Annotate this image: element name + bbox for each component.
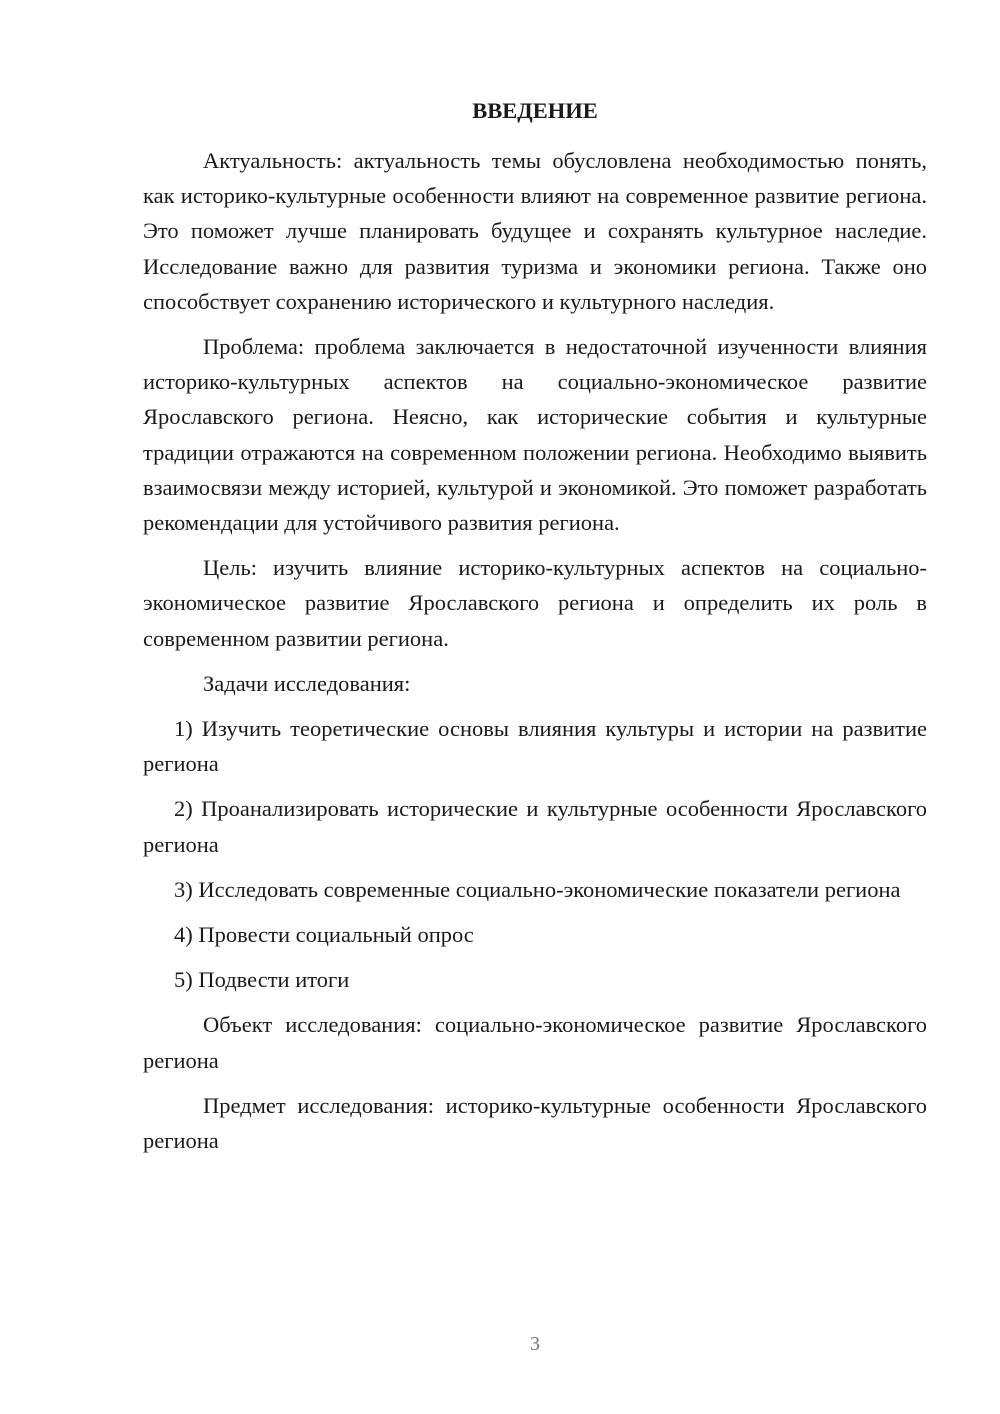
tasks-list — [143, 711, 927, 997]
list-item: 2) Проанализировать исторические и культурные особенности Ярославского региона — [143, 796, 927, 857]
tasks-heading: Задачи исследования: — [203, 670, 411, 696]
problem-paragraph: Проблема: проблема заключается в недостаточной изученности влияния историко-культурных аспектов на социально-экономическое развитие Ярославского региона. Неясно, как исторические события и культурные традиции отражаются на современном положении региона. Необходимо выявить взаимосвязи между историей, культурой и экономикой. Это поможет разработать рекомендации для устойчивого развития региона. — [143, 334, 927, 536]
list-item: 1) Изучить теоретические основы влияния культуры и истории на развитие региона — [143, 716, 927, 777]
goal-paragraph: Цель: изучить влияние историко-культурных аспектов на социально-экономическое развитие Ярославского региона и определить их роль в современном развитии региона. — [143, 555, 927, 651]
page-heading: ВВЕДЕНИЕ — [472, 98, 598, 123]
subject-paragraph: Предмет исследования: историко-культурные особенности Ярославского региона — [143, 1092, 927, 1154]
page-number: 3 — [530, 1333, 540, 1355]
list-item: 5) Подвести итоги — [174, 967, 350, 993]
object-paragraph: Объект исследования: социально-экономическое развитие Ярославского региона — [143, 1012, 927, 1073]
list-item: 3) Исследовать современные социально-экономические показатели региона — [174, 876, 901, 902]
relevance-paragraph: Актуальность: актуальность темы обусловлена необходимостью понять, как историко-культурные особенности влияют на современное развитие региона. Это поможет лучше планировать будущее и сохранять культурное наследие. Исследование важно для развития туризма и экономики региона. Также оно способствует сохранению исторического и культурного наследия. — [143, 148, 927, 314]
list-item: 4) Провести социальный опрос — [174, 922, 474, 948]
page-content — [143, 96, 927, 1158]
